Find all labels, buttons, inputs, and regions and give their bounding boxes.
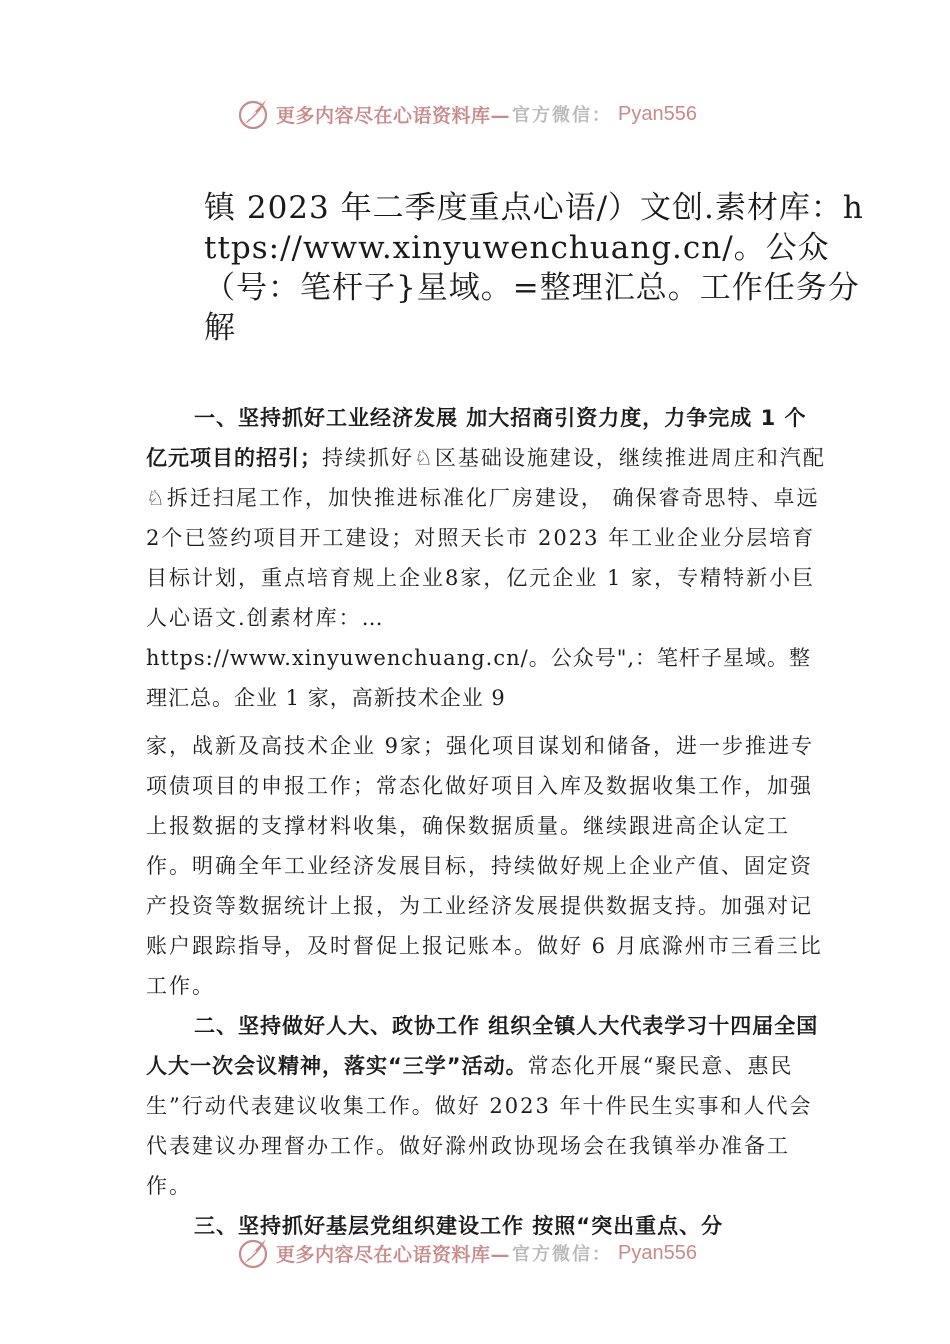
section-2-paragraph — [146, 1006, 826, 1206]
section-2-heading: 二、坚持做好人大、政协工作 组织全镇人大代表学习十四届全国人大一次会议精神，落实“三学”活动。 — [146, 1014, 819, 1078]
quill-logo-icon — [236, 97, 270, 131]
section-1-embedded-note — [146, 638, 826, 718]
header-watermark-banner — [236, 94, 736, 134]
spacer — [146, 718, 826, 726]
quill-logo-icon — [236, 1236, 270, 1270]
document-body — [146, 398, 826, 1246]
banner-wechat-label: 官方微信： — [512, 1244, 613, 1265]
banner-wechat-id: Pyan556 — [618, 102, 697, 125]
section-3-heading: 三、坚持抓好基层党组织建设工作 按照“突出重点、分 — [194, 1214, 724, 1238]
section-1-continuation — [146, 726, 826, 1006]
section-1-paragraph — [146, 398, 826, 638]
section-1-heading: 一、坚持抓好工业经济发展 加大招商引资力度，力争完成 1 个亿元项目的招引； — [146, 406, 807, 470]
section-1-text-b: 家，战新及高技术企业 9家；强化项目谋划和储备，进一步推进专项债项目的申报工作；常态化做好项目入库及数据收集工作，加强上报数据的支撑材料收集，确保数据质量。继续跟进高企认定工作。明确全年工业经济发展目标，持续做好规上企业产值、固定资产投资等数据统计上报，为工业经济发展提供数据支持。加强对记账户跟踪指导，及时督促上报记账本。做好 6 月底滁州市三看三比工作。 — [146, 734, 823, 998]
section-2-text: 常态化开展“聚民意、惠民生”行动代表建议收集工作。做好 2023 年十件民生实事和人代会代表建议办理督办工作。做好滁州政协现场会在我镇举办准备工作。 — [146, 1054, 813, 1198]
banner-wechat-id: Pyan556 — [618, 1241, 697, 1264]
banner-wechat-label: 官方微信： — [512, 105, 613, 126]
footer-watermark-banner — [236, 1233, 736, 1273]
section-1-text-a: 持续抓好♘区基础设施建设，继续推进周庄和汽配♘拆迁扫尾工作，加快推进标准化厂房建设， 确保睿奇思特、卓远 2个已签约项目开工建设；对照天长市 2023 年工业企业分层培育目标计划，重点培育规上企业8家，亿元企业 1 家，专精特新小巨人心语文.创素材库：… — [146, 446, 826, 630]
banner-text: 更多内容尽在心语资料库— — [276, 1243, 511, 1266]
embedded-watermark-text: https://www.xinyuwenchuang.cn/。公众号",：笔杆子星域。整理汇总。企业 1 家，高新技术企业 9 — [146, 646, 812, 710]
document-title: 镇 2023 年二季度重点心语/）文创.素材库：https://www.xinyuwenchuang.cn/。公众（号：笔杆子}星域。=整理汇总。工作任务分解 — [204, 190, 864, 346]
banner-text: 更多内容尽在心语资料库— — [276, 104, 511, 127]
